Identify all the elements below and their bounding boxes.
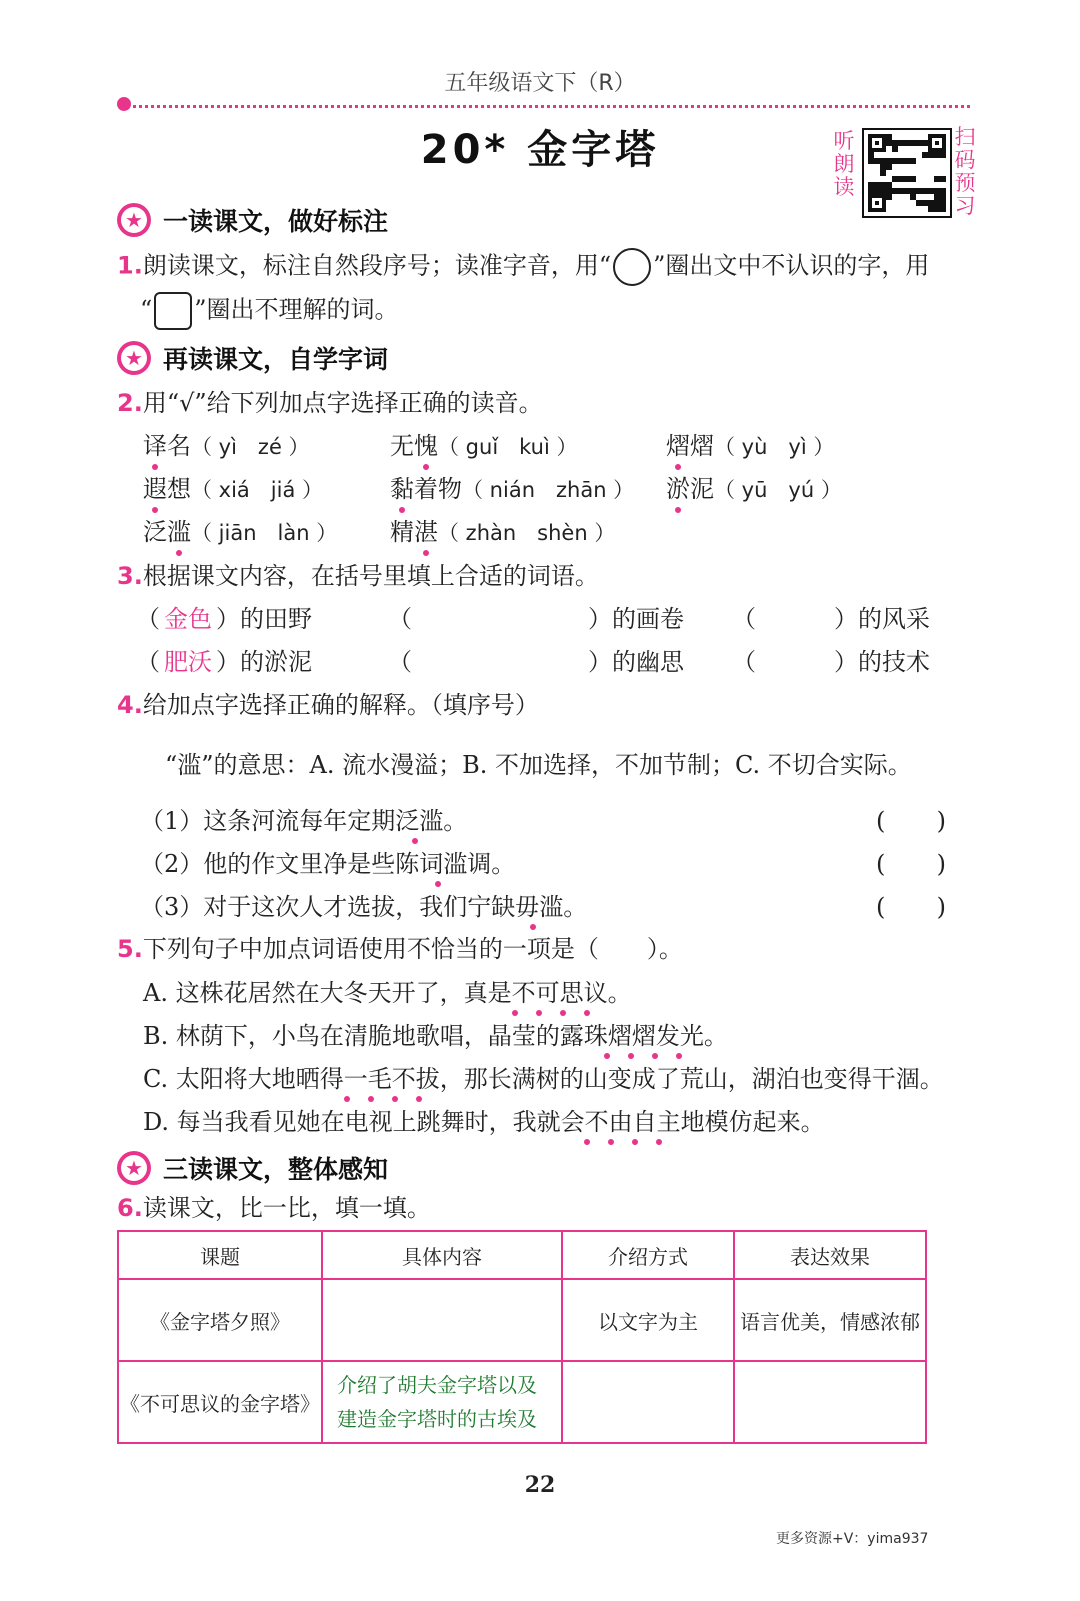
table-cell-input[interactable]: [562, 1361, 734, 1443]
paren: ）: [216, 648, 240, 676]
emphasis-dot: [412, 838, 418, 844]
fill-blank-answer[interactable]: 肥沃: [164, 648, 212, 676]
fill-blank-item: [136, 647, 312, 677]
section-title: 一读课文，做好标注: [163, 207, 389, 236]
pinyin-choices[interactable]: （ nián zhān ）: [462, 478, 635, 502]
page-number: 22: [524, 1472, 556, 1498]
table-cell: 以文字为主: [562, 1279, 734, 1361]
pinyin-word: 淤泥: [666, 475, 714, 503]
q4-prompt: [117, 690, 539, 720]
qr-right-label: 扫码预习: [954, 125, 976, 218]
pinyin-choices[interactable]: （ yū yú ）: [714, 478, 842, 502]
paren: ）: [588, 605, 612, 633]
table-cell-input[interactable]: [322, 1279, 562, 1361]
pinyin-choices[interactable]: （ jiān làn ）: [191, 521, 338, 545]
question-number: 4.: [117, 691, 143, 719]
pinyin-item: [390, 431, 577, 462]
table-cell: 语言优美，情感浓郁: [734, 1279, 926, 1361]
fill-blank-item: [388, 647, 684, 677]
paren: （: [388, 648, 412, 676]
fill-blank-tail: 的画卷: [612, 605, 684, 633]
pinyin-choices[interactable]: （ yì zé ）: [191, 435, 310, 459]
emphasis-dot: [423, 550, 429, 556]
emphasis-dot: [676, 1053, 682, 1059]
emphasis-dot: [584, 1010, 590, 1016]
fill-blank-answer[interactable]: 金色: [164, 605, 212, 633]
table-header-row: [118, 1231, 926, 1279]
q1-text-b: ”圈出文中不认识的字，用: [653, 251, 930, 280]
emphasis-dot: [416, 1096, 422, 1102]
emphasis-dot: [632, 1139, 638, 1145]
pinyin-item: [390, 474, 634, 505]
q1-text-c: “: [140, 295, 153, 324]
paren: ）: [834, 648, 858, 676]
q4-meaning: “滥”的意思：A. 流水漫溢；B. 不加选择，不加节制；C. 不切合实际。: [165, 751, 912, 779]
pinyin-item: [390, 517, 615, 548]
paren: ）: [588, 648, 612, 676]
fill-blank-tail: 的淤泥: [240, 648, 312, 676]
q1-line1: [117, 248, 929, 286]
section-3-heading: [117, 1150, 388, 1186]
footer-note: 更多资源+V：yima937: [776, 1531, 929, 1547]
emphasis-dot: [560, 1010, 566, 1016]
emphasis-dot: [399, 507, 405, 513]
question-number: 1.: [117, 251, 143, 280]
qr-code[interactable]: [862, 128, 952, 218]
lesson-title: 20* 金字塔: [420, 127, 660, 173]
table-header: 课题: [118, 1231, 322, 1279]
star-icon: ★: [117, 1151, 151, 1185]
q5-text: 下列句子中加点词语使用不恰当的一项是（ ）。: [142, 935, 683, 963]
paren: （: [136, 605, 160, 633]
emphasis-dot: [530, 924, 536, 930]
emphasis-dot: [652, 1053, 658, 1059]
pinyin-item: [666, 474, 842, 505]
table-row: [118, 1279, 926, 1361]
answer-blank[interactable]: ( ): [876, 893, 946, 921]
pinyin-choices[interactable]: （ guǐ kuì ）: [438, 435, 578, 459]
q4-text: 给加点字选择正确的解释。（填序号）: [142, 691, 539, 719]
explain-item: （3）对于这次人才选拔，我们宁缺毋滥。: [140, 893, 588, 921]
pinyin-word: 无愧: [390, 432, 438, 460]
book-header: 五年级语文下（R）: [444, 71, 636, 96]
emphasis-dot: [423, 464, 429, 470]
qr-left-label: 听朗读: [833, 129, 855, 199]
q1-line2: [140, 292, 399, 330]
emphasis-dot: [152, 507, 158, 513]
explain-item: （2）他的作文里净是些陈词滥调。: [140, 850, 516, 878]
q6-text: 读课文，比一比，填一填。: [142, 1194, 431, 1222]
question-number: 2.: [117, 389, 143, 417]
answer-blank[interactable]: ( ): [876, 807, 946, 835]
q2-prompt: [117, 388, 543, 418]
pinyin-word: 译名: [143, 432, 191, 460]
comparison-table: [117, 1230, 927, 1444]
header-dot: [117, 97, 131, 111]
circle-mark-icon: [613, 248, 651, 286]
emphasis-dot: [628, 1053, 634, 1059]
table-header: 表达效果: [734, 1231, 926, 1279]
section-2-heading: [117, 340, 388, 376]
section-title: 再读课文，自学字词: [163, 345, 389, 374]
fill-blank-item: [136, 604, 312, 634]
emphasis-dot: [608, 1139, 614, 1145]
pinyin-word: 泛滥: [143, 518, 191, 546]
paren: ）: [216, 605, 240, 633]
emphasis-dot: [512, 1010, 518, 1016]
fill-blank-tail: 的幽思: [612, 648, 684, 676]
option-item[interactable]: D. 每当我看见她在电视上跳舞时，我就会不由自主地模仿起来。: [143, 1108, 825, 1136]
pinyin-word: 黏着物: [390, 475, 462, 503]
explain-item: （1）这条河流每年定期泛滥。: [140, 807, 468, 835]
paren: （: [732, 605, 756, 633]
table-header: 具体内容: [322, 1231, 562, 1279]
answer-blank[interactable]: ( ): [876, 850, 946, 878]
pinyin-item: [666, 431, 834, 462]
q5-prompt: [117, 934, 683, 964]
question-number: 5.: [117, 935, 143, 963]
table-header: 介绍方式: [562, 1231, 734, 1279]
pinyin-item: [143, 431, 310, 462]
table-row: [118, 1361, 926, 1443]
fill-blank-item: [732, 604, 930, 634]
pinyin-choices[interactable]: （ yù yì ）: [714, 435, 835, 459]
q2-text: 用“√”给下列加点字选择正确的读音。: [142, 389, 543, 417]
emphasis-dot: [604, 1053, 610, 1059]
paren: （: [136, 648, 160, 676]
paren: （: [732, 648, 756, 676]
header-divider: [120, 105, 970, 108]
pinyin-choices[interactable]: （ xiá jiá ）: [191, 478, 324, 502]
pinyin-choices[interactable]: （ zhàn shèn ）: [438, 521, 616, 545]
q1-text-a: 朗读课文，标注自然段序号；读准字音，用“: [142, 251, 612, 280]
pinyin-item: [143, 517, 337, 548]
emphasis-dot: [584, 1139, 590, 1145]
paren: ）: [834, 605, 858, 633]
emphasis-dot: [368, 1096, 374, 1102]
fill-blank-item: [732, 647, 930, 677]
question-number: 6.: [117, 1194, 143, 1222]
q6-prompt: [117, 1193, 431, 1223]
q3-prompt: [117, 561, 599, 591]
table-cell: 《金字塔夕照》: [118, 1279, 322, 1361]
pinyin-word: 熠熠: [666, 432, 714, 460]
table-cell: 《不可思议的金字塔》: [118, 1361, 322, 1443]
emphasis-dot: [344, 1096, 350, 1102]
emphasis-dot: [656, 1139, 662, 1145]
pinyin-word: 精湛: [390, 518, 438, 546]
fill-blank-tail: 的技术: [858, 648, 930, 676]
option-item[interactable]: A. 这株花居然在大冬天开了，真是不可思议。: [143, 979, 632, 1007]
pinyin-item: [143, 474, 323, 505]
section-title: 三读课文，整体感知: [163, 1155, 389, 1184]
table-cell-answer[interactable]: 介绍了胡夫金字塔以及建造金字塔时的古埃及: [322, 1361, 562, 1443]
emphasis-dot: [152, 464, 158, 470]
emphasis-dot: [675, 507, 681, 513]
fill-blank-item: [388, 604, 684, 634]
fill-blank-tail: 的风采: [858, 605, 930, 633]
emphasis-dot: [435, 881, 441, 887]
option-item[interactable]: C. 太阳将大地晒得一毛不拔，那长满树的山变成了荒山，湖泊也变得干涸。: [143, 1065, 944, 1093]
square-mark-icon: [154, 292, 192, 330]
section-1-heading: [117, 202, 388, 238]
table-cell-input[interactable]: [734, 1361, 926, 1443]
paren: （: [388, 605, 412, 633]
emphasis-dot: [536, 1010, 542, 1016]
fill-blank-tail: 的田野: [240, 605, 312, 633]
pinyin-word: 遐想: [143, 475, 191, 503]
emphasis-dot: [392, 1096, 398, 1102]
star-icon: ★: [117, 203, 151, 237]
question-number: 3.: [117, 562, 143, 590]
emphasis-dot: [176, 550, 182, 556]
q3-text: 根据课文内容，在括号里填上合适的词语。: [142, 562, 599, 590]
q1-text-d: ”圈出不理解的词。: [194, 295, 399, 324]
emphasis-dot: [675, 464, 681, 470]
star-icon: ★: [117, 341, 151, 375]
option-item[interactable]: B. 林荫下，小鸟在清脆地歌唱，晶莹的露珠熠熠发光。: [143, 1022, 728, 1050]
